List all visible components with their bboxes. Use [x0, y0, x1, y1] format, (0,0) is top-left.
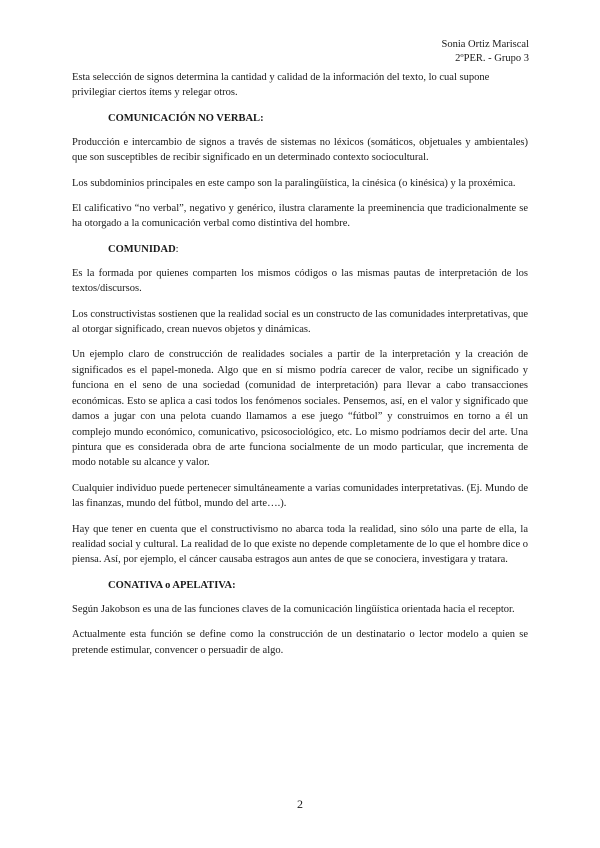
heading-colon: : — [175, 243, 179, 255]
page-header — [442, 38, 529, 66]
section-heading-no-verbal: COMUNICACIÓN NO VERBAL: — [108, 112, 264, 124]
header-author: Sonia Ortiz Mariscal — [441, 39, 529, 50]
heading-text: COMUNIDAD — [108, 243, 176, 255]
intro-paragraph: Esta selección de signos determina la cantidad y calidad de la información del texto, lo cual supone privilegiar ciertos ítems y relegar otros. — [72, 72, 490, 99]
header-course: 2ºPER. - Grupo 3 — [455, 53, 529, 64]
paragraph: Según Jakobson es una de las funciones claves de la comunicación lingüística orientada hacia el receptor. — [72, 603, 515, 615]
paragraph: Producción e intercambio de signos a través de sistemas no léxicos (somáticos, objetuales y ambientales) que son susceptibles de recibir significado en un determinado contexto sociocultural. — [72, 136, 528, 164]
paragraph: Cualquier individuo puede pertenecer simultáneamente a varias comunidades interpretativas. (Ej. Mundo de las finanzas, mundo del fútbol, mundo del arte….). — [72, 482, 528, 510]
paragraph: Hay que tener en cuenta que el constructivismo no abarca toda la realidad, sino sólo una parte de ella, la realidad social y cultural. La realidad de lo que existe no depende completamente de lo que el hombre dice o piensa. Así, por ejemplo, el cáncer causaba estragos aun antes de que se conociera, investigara y tratara. — [72, 523, 528, 566]
section-heading-comunidad — [108, 242, 528, 257]
page-number: 2 — [297, 797, 303, 811]
paragraph: Un ejemplo claro de construcción de realidades sociales a partir de la interpretación y la creación de significados es el papel-moneda. Algo que en sí mismo podría carecer de valor, recibe un significado y funciona en el seno de una sociedad (comunidad de interpretación) para llevar a cabo transacciones económicas. Esto se aplica a casi todos los fenómenos sociales. Pensemos, así, en el valor y significado que damos a jugar con una pelota cuando llamamos a ese juego “fútbol” y construimos en torno a él un complejo mundo económico, comunicativo, psicosociológico, etc. Lo mismo podríamos decir del arte. Una pintura que es considerada obra de arte funciona socialmente de un modo particular, que incrementa de modo notable su alcance y valor. — [72, 349, 528, 469]
paragraph: Los constructivistas sostienen que la realidad social es un constructo de las comunidades interpretativas, que al otorgar significado, crean nuevos objetos y dinámicas. — [72, 308, 528, 336]
paragraph: Actualmente esta función se define como la construcción de un destinatario o lector modelo a quien se pretende estimular, convencer o persuadir de algo. — [72, 629, 528, 656]
section-heading-conativa: CONATIVA o APELATIVA: — [108, 579, 236, 591]
paragraph: El calificativo “no verbal”, negativo y genérico, ilustra claramente la preeminencia que tradicionalmente se ha otorgado a la comunicación verbal como distintiva del hombre. — [72, 203, 528, 230]
paragraph: Es la formada por quienes comparten los mismos códigos o las mismas pautas de interpretación de los textos/discursos. — [72, 267, 528, 295]
page-body — [72, 70, 528, 668]
paragraph: Los subdominios principales en este campo son la paralingüística, la cinésica (o kinésica) y la proxémica. — [72, 177, 516, 189]
